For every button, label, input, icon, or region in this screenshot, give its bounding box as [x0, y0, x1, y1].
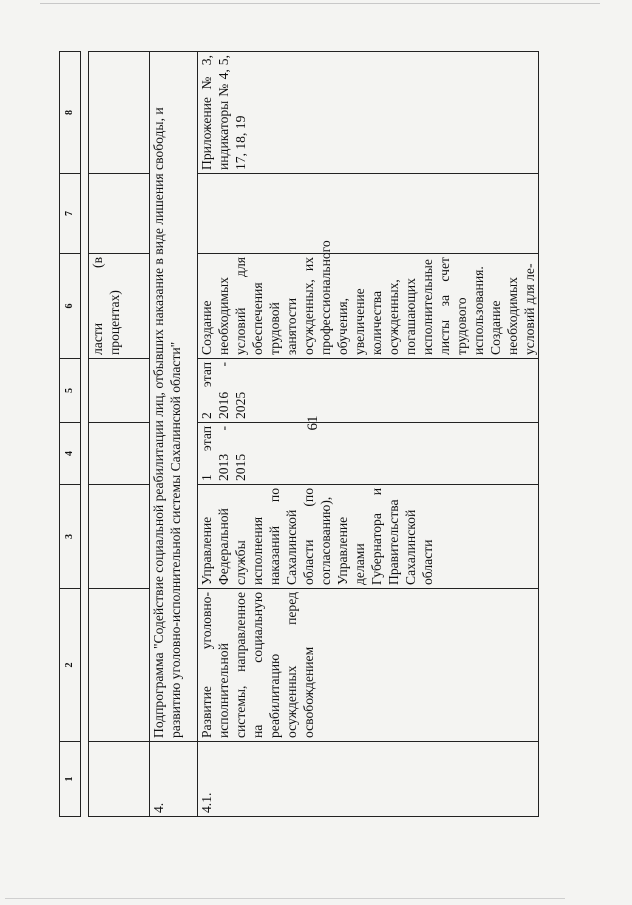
- cell-empty: [89, 359, 150, 423]
- measure-name: Развитие уголовно-исполнительной системы, направленное на социальную реабилитацию осужденных перед освобождением: [198, 589, 539, 742]
- rotated-document: [59, 52, 579, 817]
- continuation-result-cell: ласти (в процентах): [89, 254, 150, 359]
- cell-empty: [89, 742, 150, 817]
- cell-empty: [89, 423, 150, 485]
- column-number-4: 4: [60, 423, 81, 485]
- column-number-3: 3: [60, 485, 81, 589]
- column-number-header: [59, 51, 81, 817]
- cell-empty: [89, 589, 150, 742]
- cell-empty: [89, 174, 150, 254]
- row-number: 4.1.: [198, 742, 539, 817]
- column-number-5: 5: [60, 359, 81, 423]
- column-number-8: 8: [60, 52, 81, 174]
- column-number-1: 1: [60, 742, 81, 817]
- cell-empty: [89, 485, 150, 589]
- column-number-2: 2: [60, 589, 81, 742]
- continuation-row: [89, 52, 150, 817]
- col7-cell: [198, 174, 539, 254]
- page-number: 61: [305, 415, 321, 431]
- stage-1-period: 1 этап 2013 - 2015: [198, 423, 539, 485]
- subprogram-row: [150, 52, 198, 817]
- stage-2-period: 2 этап 2016 - 2025: [198, 359, 539, 423]
- page-edge-line: [40, 3, 600, 4]
- program-table: [88, 51, 539, 817]
- column-number-7: 7: [60, 174, 81, 254]
- page-edge-line-bottom: [5, 898, 565, 899]
- executor: Управление Федеральной службы исполнения наказаний по Сахалинской области (по согласованию), Управление делами Губернатора и Правительства Сахалинской области: [198, 485, 539, 589]
- table-row: [198, 52, 539, 817]
- column-number-6: 6: [60, 254, 81, 359]
- expected-result: Создание необходимых условий для обеспечения трудовой занятости осужденных, их профессионального обучения, увеличение количества осужденных, погашающих исполнительные листы за счет трудового использования. Создание необходимых условий для ле-: [198, 254, 539, 359]
- cell-empty: [89, 52, 150, 174]
- subprogram-number: 4.: [150, 742, 198, 817]
- subprogram-title: Подпрограмма "Содействие социальной реабилитации лиц, отбывших наказание в виде лишения свободы, и развитию уголовно-исполнительной системы Сахалинской области": [150, 52, 198, 742]
- indicators-link: Приложение № 3, индикаторы № 4, 5, 17, 18, 19: [198, 52, 539, 174]
